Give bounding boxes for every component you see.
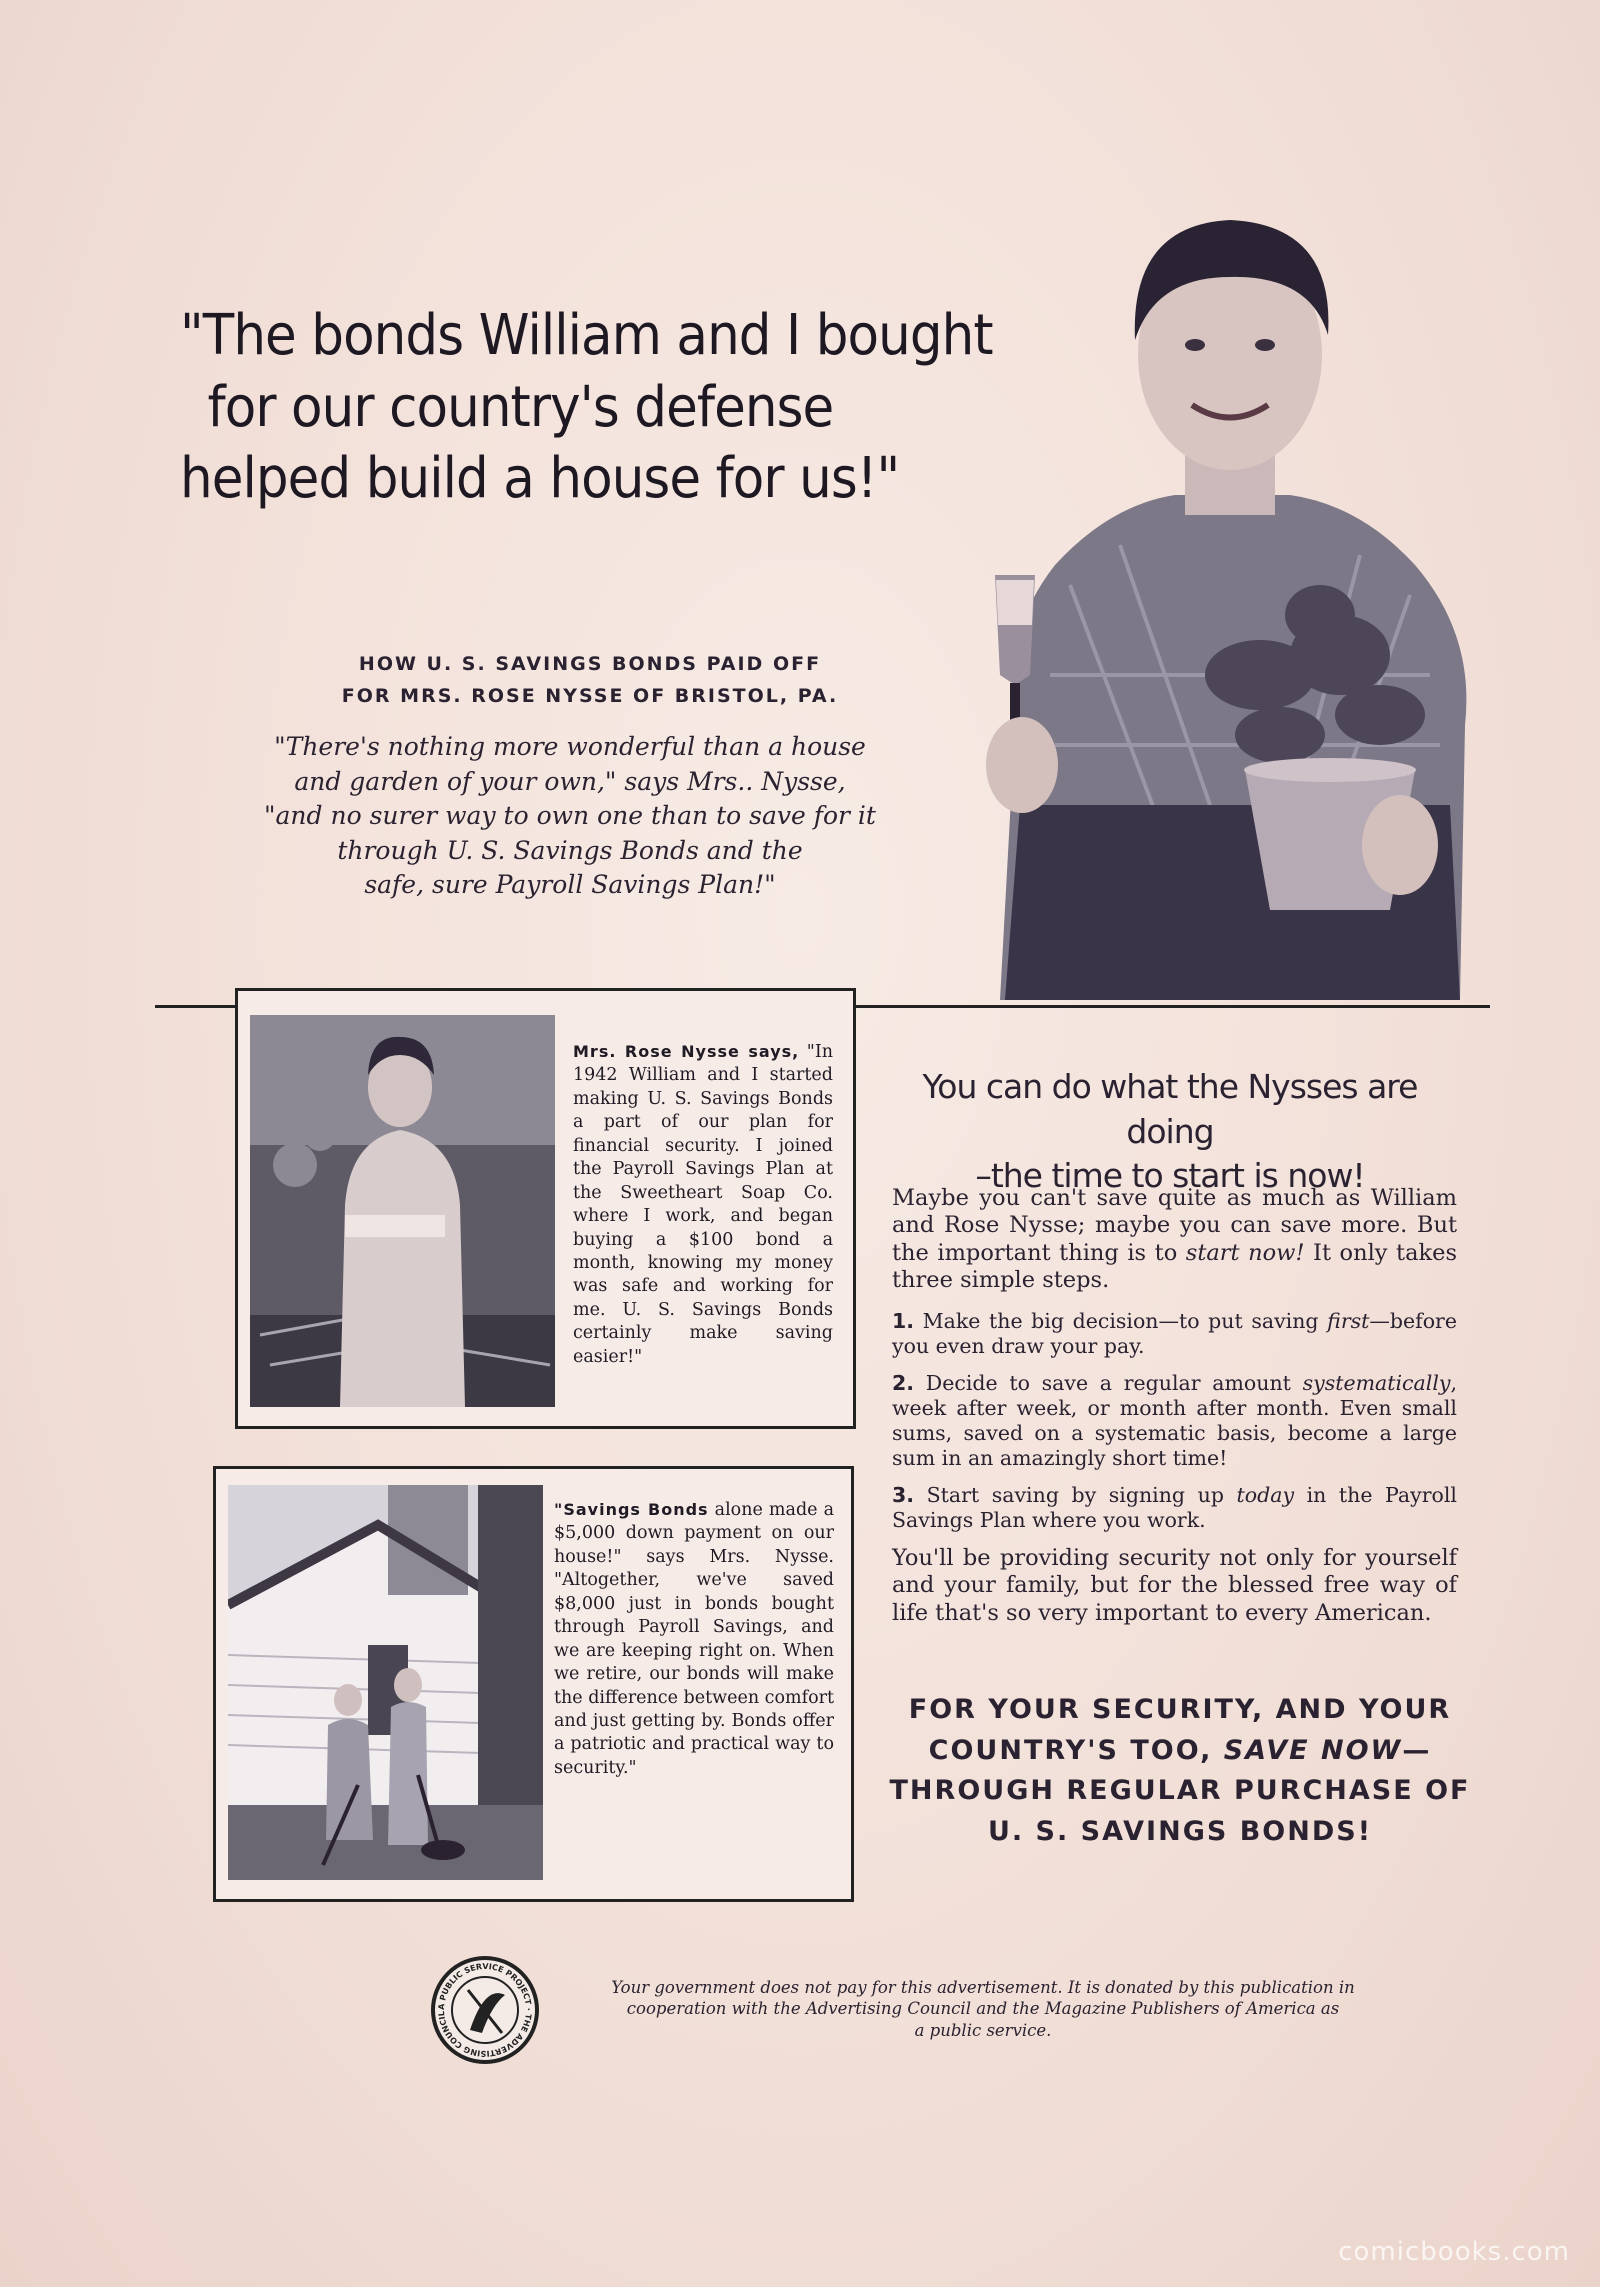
testimonial-lead-2: "Savings Bonds: [554, 1500, 709, 1519]
testimonial-lead-1: Mrs. Rose Nysse says,: [573, 1042, 800, 1061]
footer-line-3: a public service.: [914, 2020, 1052, 2040]
quote-line: safe, sure Payroll Savings Plan!": [364, 870, 776, 899]
call-to-action: [880, 1690, 1480, 1852]
step-emphasis: systematically: [1302, 1370, 1451, 1395]
step-emphasis: today: [1236, 1482, 1295, 1507]
headline-line-2: for our country's defense: [207, 374, 834, 440]
step-number: 1.: [892, 1308, 915, 1333]
step-text-end: in the Payroll Savings Plan where you work.: [892, 1482, 1457, 1532]
footer-disclaimer: [578, 1977, 1388, 2041]
step-text: Make the big decision—to put saving: [914, 1308, 1328, 1333]
testimonial-body-1: "In 1942 William and I started making U. S. Savings Bonds a part of our plan for financial security. I joined the Payroll Savings Plan at the Sweetheart Soap Co. where I work, and began buying a $100 bond a month, knowing my money was safe and working for me. U. S. Savings Bonds certainly make saving easier!": [573, 1042, 833, 1367]
intro-text-end: It only takes three simple steps.: [892, 1239, 1457, 1294]
hero-photo-woman-with-plant: [960, 205, 1500, 1000]
testimonial-body-2: alone made a $5,000 down payment on our house!" says Mrs. Nysse. "Altogether, we've saved $8,000 just in bonds bought through Payroll Savings, and we are keeping right on. When we retire, our bonds will make the difference between comfort and just getting by. Bonds offer a patriotic and practical way to security.": [554, 1500, 835, 1778]
step-number: 3.: [892, 1482, 915, 1507]
headline-line-3: helped build a house for us!": [180, 446, 900, 512]
subheading-line-1: HOW U. S. SAVINGS BONDS PAID OFF: [358, 653, 822, 675]
quote-line: through U. S. Savings Bonds and the: [337, 835, 803, 865]
footer-line-1: Your government does not pay for this advertisement. It is donated by this publication in: [611, 1978, 1355, 1997]
right-heading: [900, 1065, 1440, 1199]
step-text: Start saving by signing up: [914, 1482, 1237, 1507]
seal-text: A PUBLIC SERVICE PROJECT · THE ADVERTISING COUNCIL: [436, 1961, 534, 2059]
right-body: [892, 1185, 1457, 1641]
step-3: [892, 1483, 1457, 1533]
step-1: [892, 1309, 1457, 1359]
quote-line: "and no surer way to own one than to save for it: [264, 801, 876, 830]
intro-paragraph: [892, 1185, 1457, 1295]
advertising-council-seal-icon: [430, 1955, 540, 2065]
cta-line-3: THROUGH REGULAR PURCHASE OF: [889, 1775, 1471, 1806]
subheading: [280, 648, 900, 713]
step-emphasis: first: [1327, 1308, 1370, 1333]
step-2: [892, 1371, 1457, 1471]
subheading-line-2: FOR MRS. ROSE NYSSE OF BRISTOL, PA.: [341, 685, 839, 708]
headline-line-1: "The bonds William and I bought: [180, 303, 993, 368]
step-text-end: —before you even draw your pay.: [892, 1308, 1457, 1358]
pull-quote: [200, 730, 940, 903]
intro-emphasis: start now!: [1185, 1239, 1305, 1266]
testimonial-text-2: [554, 1499, 834, 1780]
cta-dash: —: [1402, 1734, 1432, 1766]
cta-line-4: U. S. SAVINGS BONDS!: [987, 1815, 1373, 1847]
photo-couple-at-house: [228, 1485, 543, 1880]
headline: [180, 300, 993, 515]
cta-line-2-text: COUNTRY'S TOO,: [928, 1734, 1224, 1766]
cta-line-1: FOR YOUR SECURITY, AND YOUR: [908, 1694, 1452, 1725]
footer-line-2: cooperation with the Advertising Council and the Magazine Publishers of America as: [626, 1999, 1340, 2019]
closing-paragraph: You'll be providing security not only for yourself and your family, but for the blessed free way of life that's so very important to every American.: [892, 1544, 1457, 1626]
intro-text: Maybe you can't save quite as much as William and Rose Nysse; maybe you can save more. But the important thing is to: [892, 1185, 1457, 1266]
quote-line: and garden of your own," says Mrs.. Nysse,: [294, 766, 846, 796]
step-text-end: , week after week, or month after month. Even small sums, saved on a systematic basis, become a large sum in an amazingly short time!: [892, 1370, 1457, 1470]
watermark: comicbooks.com: [1338, 2237, 1570, 2267]
right-heading-line-2: –the time to start is now!: [975, 1156, 1365, 1196]
right-heading-line-1: You can do what the Nysses are doing: [922, 1067, 1418, 1151]
step-number: 2.: [892, 1370, 915, 1395]
cta-line-2: [880, 1731, 1480, 1772]
testimonial-box-factory: [235, 988, 856, 1429]
photo-woman-at-factory: [250, 1015, 555, 1407]
testimonial-text-1: [573, 1041, 833, 1369]
testimonial-box-house: [213, 1466, 854, 1902]
quote-line: "There's nothing more wonderful than a house: [274, 732, 866, 761]
cta-emphasis: SAVE NOW: [1223, 1734, 1403, 1766]
step-text: Decide to save a regular amount: [914, 1370, 1303, 1395]
